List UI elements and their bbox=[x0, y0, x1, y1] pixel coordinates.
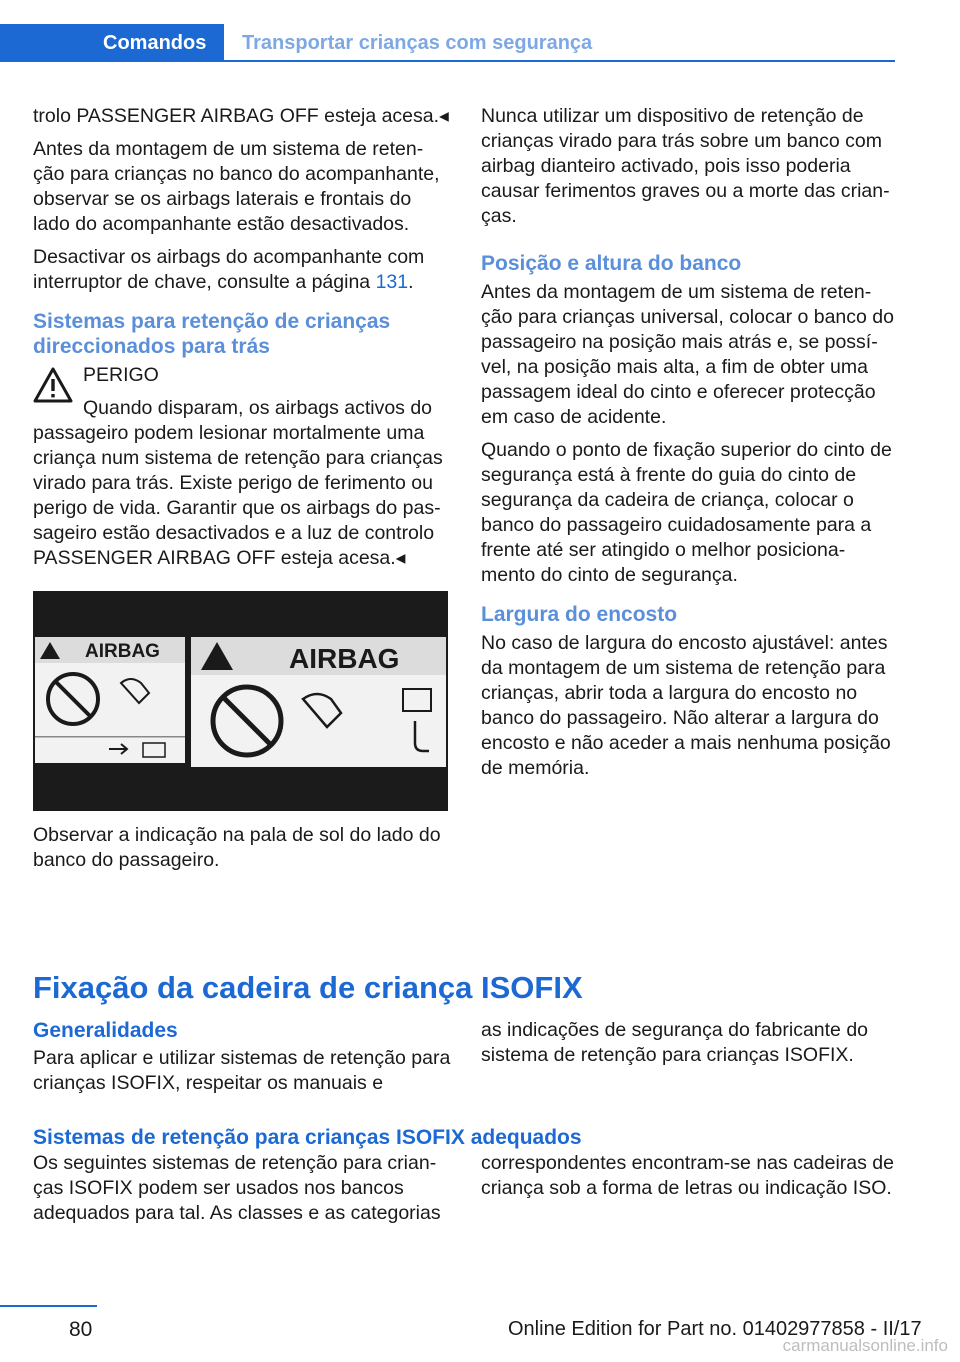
left-column bbox=[33, 104, 451, 881]
paragraph: Quando o ponto de fixação superior do cinto de segurança está à frente do guia do cinto de segurança da cadeira de criança, colocar o banco do passageiro cuidadosamente para a frente até ser atingido o melhor posiciona‐mento do cinto de segurança. bbox=[481, 439, 892, 586]
paragraph: as indicações de segurança do fabricante do sistema de retenção para crianças ISOFIX. bbox=[481, 1019, 869, 1066]
warning-box bbox=[33, 363, 451, 571]
paragraph: correspondentes encontram-se nas cadeiras de criança sob a forma de letras ou indicação ISO. bbox=[481, 1152, 894, 1199]
paragraph: Os seguintes sistemas de retenção para crian‐ças ISOFIX podem ser usados nos bancos adequados para tal. As classes e as categorias bbox=[33, 1152, 441, 1224]
page-header bbox=[0, 24, 895, 62]
paragraph: Antes da montagem de um sistema de reten‐ção para crianças universal, colocar o banco do passageiro na posição mais atrás e, se possí‐vel, na posição mais alta, a fim de obter uma passagem ideal do cinto e oferecer protecção em caso de acidente. bbox=[481, 281, 894, 428]
watermark: carmanualsonline.info bbox=[782, 1336, 948, 1355]
page-number: 80 bbox=[69, 1318, 93, 1341]
chapter-title: Fixação da cadeira de criança ISOFIX bbox=[33, 970, 583, 1005]
page-link[interactable]: 131 bbox=[375, 271, 409, 293]
airbag-label-small: AIRBAG bbox=[85, 641, 160, 662]
edition-text: Online Edition for Part no. 01402977858 - II/17 bbox=[508, 1318, 922, 1340]
warning-triangle-icon bbox=[33, 367, 73, 403]
paragraph: Desactivar os airbags do acompanhante com interruptor de chave, consulte a página 131. bbox=[33, 246, 425, 293]
airbag-label-large: AIRBAG bbox=[289, 643, 400, 674]
right-column bbox=[481, 104, 899, 789]
section-heading: Largura do encosto bbox=[481, 603, 678, 626]
warning-title: PERIGO bbox=[83, 364, 159, 386]
header-rule bbox=[224, 60, 895, 62]
paragraph: No caso de largura do encosto ajustável: antes da montagem de um sistema de retenção para crianças, abrir toda a largura do encosto no banco do passageiro. Não alterar a largura do encosto e não aceder a mais nenhuma posição de memória. bbox=[481, 632, 891, 779]
airbag-label-image bbox=[33, 591, 448, 811]
footer-rule bbox=[0, 1305, 97, 1307]
tab-comandos[interactable]: Comandos bbox=[0, 24, 224, 62]
tab-transportar-criancas[interactable]: Transportar crianças com segurança bbox=[242, 32, 593, 54]
section-heading: Sistemas para retenção de crianças direccionados para trás bbox=[33, 310, 391, 358]
paragraph: Para aplicar e utilizar sistemas de retenção para crianças ISOFIX, respeitar os manuais e bbox=[33, 1047, 451, 1094]
paragraph: Antes da montagem de um sistema de reten‐ção para crianças no banco do acompanhante, observar se os airbags laterais e frontais do lado do acompanhante estão desactivados. bbox=[33, 138, 440, 235]
paragraph: Nunca utilizar um dispositivo de retenção de crianças virado para trás sobre um banco com airbag dianteiro activado, pois isso poderia causar ferimentos graves ou a morte das crian‐ças. bbox=[481, 105, 890, 227]
warning-line: Quando disparam, os airbags activos do bbox=[83, 397, 433, 419]
section-heading: Posição e altura do banco bbox=[481, 252, 742, 275]
paragraph: trolo PASSENGER AIRBAG OFF esteja acesa.◂ bbox=[33, 105, 449, 127]
image-caption: Observar a indicação na pala de sol do lado do banco do passageiro. bbox=[33, 824, 441, 871]
warning-text: passageiro podem lesionar mortalmente uma criança num sistema de retenção para crianças virado para trás. Existe perigo de ferimento ou perigo de vida. Garantir que os airbags do pas‐sageiro estão desactivados e a luz de controlo PASSENGER AIRBAG OFF esteja acesa.◂ bbox=[33, 422, 443, 569]
section-heading: Generalidades bbox=[33, 1019, 178, 1042]
section-heading: Sistemas de retenção para crianças ISOFIX adequados bbox=[33, 1126, 582, 1149]
